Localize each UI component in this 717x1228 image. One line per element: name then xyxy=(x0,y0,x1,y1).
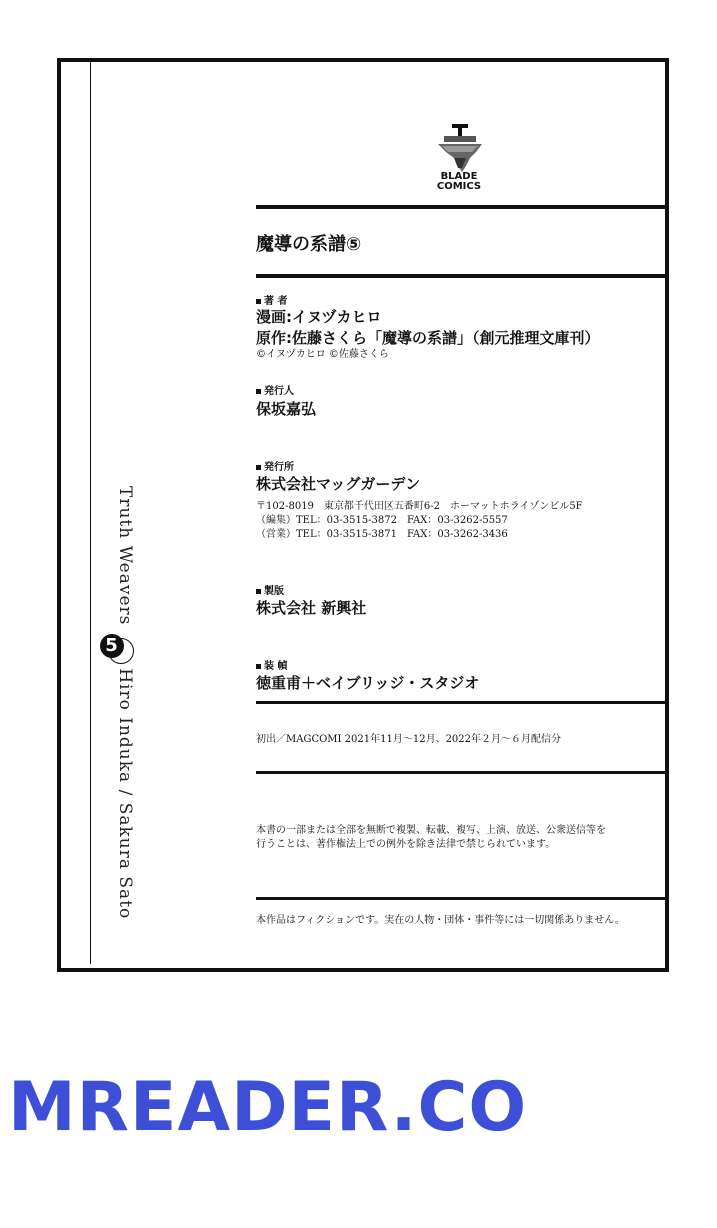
publisher-person-label: 発行人 xyxy=(256,382,294,397)
spine-title: Truth Weavers xyxy=(115,486,135,626)
bullet-square-icon xyxy=(256,389,261,394)
platemaking-name: 株式会社 新興社 xyxy=(256,599,367,617)
publisher-sales-phone: （営業）TEL：03-3515-3871 FAX：03-3262-3436 xyxy=(256,529,508,540)
spine-divider xyxy=(90,62,91,964)
first-publication: 初出／MAGCOMI 2021年11月〜12月、2022年２月〜６月配信分 xyxy=(256,734,562,745)
logo-text xyxy=(426,172,492,192)
logo-line-1: BLADE xyxy=(440,171,478,182)
bullet-square-icon xyxy=(256,589,261,594)
bullet-square-icon xyxy=(256,664,261,669)
publisher-editorial-phone: （編集）TEL：03-3515-3872 FAX：03-3262-5557 xyxy=(256,515,508,526)
copyright-credit: ©イヌヅカヒロ ©佐藤さくら xyxy=(256,349,389,360)
book-title: 魔導の系譜⑤ xyxy=(256,234,362,255)
spine-volume-number: 5 xyxy=(100,634,124,658)
bullet-square-icon xyxy=(256,299,261,304)
publisher-name: 株式会社マッグガーデン xyxy=(256,475,421,493)
publisher-person-name: 保坂嘉弘 xyxy=(256,400,317,418)
copyright-notice-line-2: 行うことは、著作権法上での例外を除き法律で禁じられています。 xyxy=(256,839,556,850)
platemaking-label: 製版 xyxy=(256,582,284,597)
copyright-notice-line-1: 本書の一部または全部を無断で複製、転載、複写、上演、放送、公衆送信等を xyxy=(256,825,606,836)
manga-credit: 漫画:イヌヅカヒロ xyxy=(256,308,382,326)
divider xyxy=(256,771,665,774)
bullet-square-icon xyxy=(256,465,261,470)
divider xyxy=(256,897,665,900)
divider xyxy=(256,205,665,209)
spine-volume xyxy=(105,634,138,660)
watermark: MREADER.CO xyxy=(8,1068,528,1147)
spine xyxy=(105,486,138,920)
publisher-label: 発行所 xyxy=(256,458,294,473)
fiction-notice: 本作品はフィクションです。実在の人物・団体・事件等には一切関係ありません。 xyxy=(256,915,625,926)
design-name: 徳重甫＋ベイブリッジ・スタジオ xyxy=(256,674,480,692)
divider xyxy=(256,274,665,278)
publisher-address: 〒102-8019 東京都千代田区五番町6-2 ホーマットホライゾンビル5F xyxy=(256,501,583,512)
divider xyxy=(256,701,665,704)
spine-authors: Hiro Induka / Sakura Sato xyxy=(115,668,135,920)
author-label: 著 者 xyxy=(256,292,287,307)
design-label: 装 幀 xyxy=(256,657,287,672)
original-credit: 原作:佐藤さくら「魔導の系譜」（創元推理文庫刊） xyxy=(256,329,600,347)
logo-line-2: COMICS xyxy=(436,181,482,192)
